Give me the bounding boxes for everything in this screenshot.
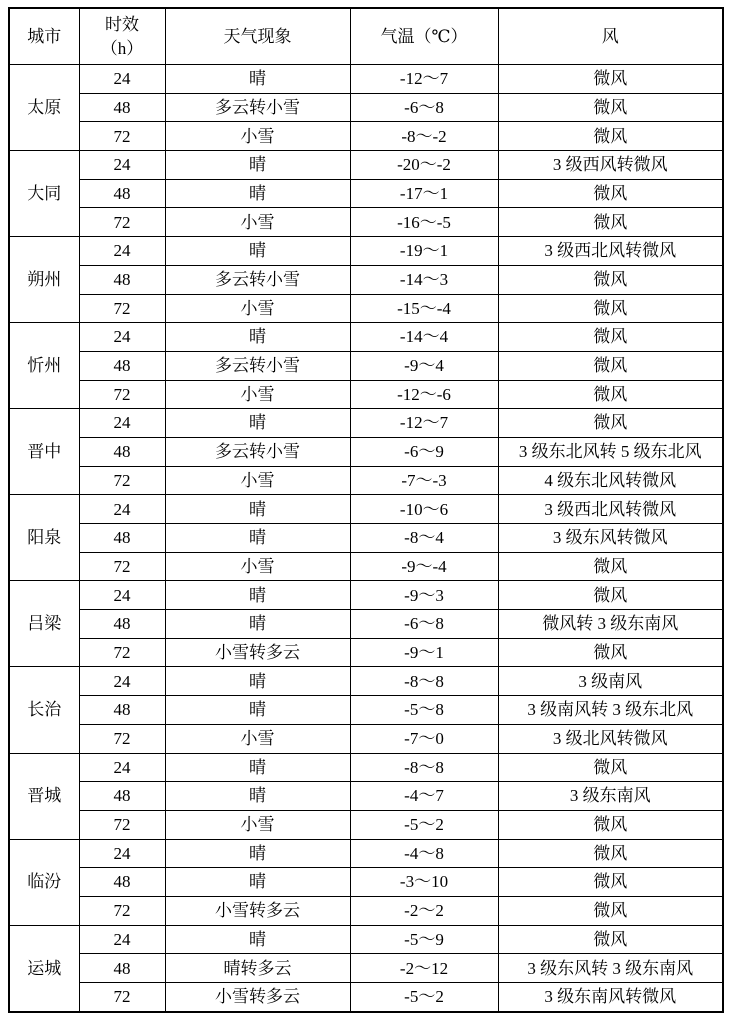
city-cell: 大同 [9,151,79,237]
wind-cell: 3 级南风转 3 级东北风 [498,696,723,725]
hours-cell: 48 [79,437,165,466]
hours-cell: 48 [79,93,165,122]
wind-cell: 微风 [498,380,723,409]
hours-cell: 72 [79,466,165,495]
table-row [9,179,723,208]
weather-cell: 晴 [165,237,350,266]
table-row [9,810,723,839]
wind-cell: 微风 [498,65,723,94]
weather-cell: 晴 [165,151,350,180]
temperature-cell: -3～10 [350,868,498,897]
hours-cell: 72 [79,638,165,667]
wind-cell: 微风 [498,896,723,925]
wind-cell: 3 级西北风转微风 [498,495,723,524]
temperature-cell: -5～9 [350,925,498,954]
weather-cell: 小雪 [165,380,350,409]
col-header-city: 城市 [9,8,79,65]
hours-cell: 24 [79,925,165,954]
temperature-cell: -7～0 [350,724,498,753]
hours-cell: 72 [79,724,165,753]
hours-cell: 72 [79,983,165,1012]
temperature-cell: -9～3 [350,581,498,610]
wind-cell: 微风 [498,839,723,868]
wind-cell: 微风转 3 级东南风 [498,610,723,639]
city-cell: 太原 [9,65,79,151]
temperature-cell: -4～8 [350,839,498,868]
weather-cell: 晴 [165,868,350,897]
city-cell: 临汾 [9,839,79,925]
hours-cell: 48 [79,179,165,208]
temperature-cell: -19～1 [350,237,498,266]
weather-cell: 晴 [165,925,350,954]
weather-cell: 晴 [165,65,350,94]
temperature-cell: -8～8 [350,753,498,782]
table-row [9,753,723,782]
hours-cell: 48 [79,782,165,811]
table-row [9,696,723,725]
temperature-cell: -9～1 [350,638,498,667]
hours-cell: 48 [79,351,165,380]
city-cell: 运城 [9,925,79,1012]
wind-cell: 3 级西风转微风 [498,151,723,180]
weather-cell: 晴 [165,495,350,524]
wind-cell: 微风 [498,552,723,581]
temperature-cell: -2～12 [350,954,498,983]
weather-cell: 小雪 [165,810,350,839]
table-row [9,265,723,294]
weather-cell: 小雪转多云 [165,896,350,925]
city-cell: 晋中 [9,409,79,495]
weather-cell: 晴 [165,581,350,610]
temperature-cell: -5～2 [350,983,498,1012]
city-cell: 长治 [9,667,79,753]
hours-cell: 48 [79,696,165,725]
weather-cell: 小雪 [165,552,350,581]
table-row [9,380,723,409]
table-row [9,667,723,696]
table-row [9,351,723,380]
weather-cell: 晴 [165,409,350,438]
hours-cell: 24 [79,409,165,438]
weather-cell: 晴转多云 [165,954,350,983]
hours-cell: 24 [79,581,165,610]
hours-cell: 48 [79,868,165,897]
temperature-cell: -9～-4 [350,552,498,581]
header-row [9,8,723,65]
weather-cell: 多云转小雪 [165,437,350,466]
wind-cell: 微风 [498,925,723,954]
weather-cell: 晴 [165,696,350,725]
table-row [9,122,723,151]
temperature-cell: -5～8 [350,696,498,725]
temperature-cell: -6～9 [350,437,498,466]
table-row [9,93,723,122]
temperature-cell: -12～-6 [350,380,498,409]
hours-cell: 48 [79,524,165,553]
table-row [9,983,723,1012]
weather-cell: 晴 [165,667,350,696]
wind-cell: 3 级南风 [498,667,723,696]
col-header-hours [79,8,165,65]
wind-cell: 3 级东风转 3 级东南风 [498,954,723,983]
hours-cell: 72 [79,896,165,925]
table-row [9,208,723,237]
city-cell: 吕梁 [9,581,79,667]
hours-cell: 48 [79,610,165,639]
weather-cell: 多云转小雪 [165,93,350,122]
wind-cell: 3 级北风转微风 [498,724,723,753]
table-row [9,638,723,667]
hours-cell: 24 [79,667,165,696]
wind-cell: 3 级西北风转微风 [498,237,723,266]
wind-cell: 微风 [498,122,723,151]
wind-cell: 3 级东风转微风 [498,524,723,553]
table-row [9,151,723,180]
weather-cell: 小雪 [165,122,350,151]
table-row [9,409,723,438]
weather-cell: 多云转小雪 [165,265,350,294]
table-row [9,868,723,897]
wind-cell: 微风 [498,294,723,323]
weather-cell: 小雪 [165,724,350,753]
col-header-wind: 风 [498,8,723,65]
wind-cell: 3 级东北风转 5 级东北风 [498,437,723,466]
temperature-cell: -14～4 [350,323,498,352]
table-row [9,237,723,266]
wind-cell: 微风 [498,753,723,782]
temperature-cell: -12～7 [350,409,498,438]
hours-cell: 48 [79,954,165,983]
table-body [9,65,723,1012]
temperature-cell: -7～-3 [350,466,498,495]
table-row [9,65,723,94]
temperature-cell: -17～1 [350,179,498,208]
temperature-cell: -5～2 [350,810,498,839]
temperature-cell: -12～7 [350,65,498,94]
table-row [9,954,723,983]
hours-cell: 24 [79,151,165,180]
temperature-cell: -14～3 [350,265,498,294]
hours-cell: 24 [79,753,165,782]
wind-cell: 微风 [498,208,723,237]
weather-cell: 晴 [165,610,350,639]
weather-cell: 晴 [165,753,350,782]
weather-cell: 小雪 [165,294,350,323]
table-row [9,724,723,753]
temperature-cell: -16～-5 [350,208,498,237]
table-row [9,294,723,323]
temperature-cell: -15～-4 [350,294,498,323]
weather-cell: 晴 [165,782,350,811]
wind-cell: 微风 [498,351,723,380]
col-header-weather: 天气现象 [165,8,350,65]
table-row [9,524,723,553]
weather-cell: 小雪转多云 [165,983,350,1012]
temperature-cell: -6～8 [350,93,498,122]
weather-cell: 小雪 [165,208,350,237]
table-row [9,782,723,811]
weather-cell: 小雪 [165,466,350,495]
table-row [9,466,723,495]
weather-cell: 晴 [165,323,350,352]
temperature-cell: -2～2 [350,896,498,925]
wind-cell: 微风 [498,93,723,122]
temperature-cell: -6～8 [350,610,498,639]
table-row [9,839,723,868]
hours-cell: 72 [79,810,165,839]
wind-cell: 4 级东北风转微风 [498,466,723,495]
table-row [9,495,723,524]
table-row [9,925,723,954]
weather-cell: 小雪转多云 [165,638,350,667]
temperature-cell: -8～8 [350,667,498,696]
hours-cell: 72 [79,122,165,151]
col-header-temperature: 气温（℃） [350,8,498,65]
weather-cell: 晴 [165,179,350,208]
hours-cell: 24 [79,323,165,352]
wind-cell: 3 级东南风转微风 [498,983,723,1012]
temperature-cell: -8～4 [350,524,498,553]
col-header-hours-line1: 时效 [105,14,139,34]
weather-cell: 多云转小雪 [165,351,350,380]
weather-forecast-table [8,7,724,1013]
hours-cell: 24 [79,65,165,94]
temperature-cell: -20～-2 [350,151,498,180]
city-cell: 朔州 [9,237,79,323]
weather-cell: 晴 [165,524,350,553]
table-row [9,437,723,466]
wind-cell: 微风 [498,409,723,438]
wind-cell: 微风 [498,323,723,352]
hours-cell: 48 [79,265,165,294]
city-cell: 晋城 [9,753,79,839]
table-row [9,552,723,581]
hours-cell: 72 [79,552,165,581]
wind-cell: 微风 [498,265,723,294]
wind-cell: 3 级东南风 [498,782,723,811]
hours-cell: 24 [79,495,165,524]
city-cell: 阳泉 [9,495,79,581]
table-row [9,610,723,639]
col-header-hours-line2: （h） [100,38,144,58]
table-row [9,581,723,610]
hours-cell: 24 [79,237,165,266]
table-row [9,323,723,352]
wind-cell: 微风 [498,810,723,839]
temperature-cell: -8～-2 [350,122,498,151]
temperature-cell: -10～6 [350,495,498,524]
temperature-cell: -9～4 [350,351,498,380]
wind-cell: 微风 [498,868,723,897]
hours-cell: 72 [79,208,165,237]
weather-cell: 晴 [165,839,350,868]
hours-cell: 24 [79,839,165,868]
table-row [9,896,723,925]
wind-cell: 微风 [498,581,723,610]
wind-cell: 微风 [498,638,723,667]
temperature-cell: -4～7 [350,782,498,811]
hours-cell: 72 [79,380,165,409]
city-cell: 忻州 [9,323,79,409]
hours-cell: 72 [79,294,165,323]
wind-cell: 微风 [498,179,723,208]
